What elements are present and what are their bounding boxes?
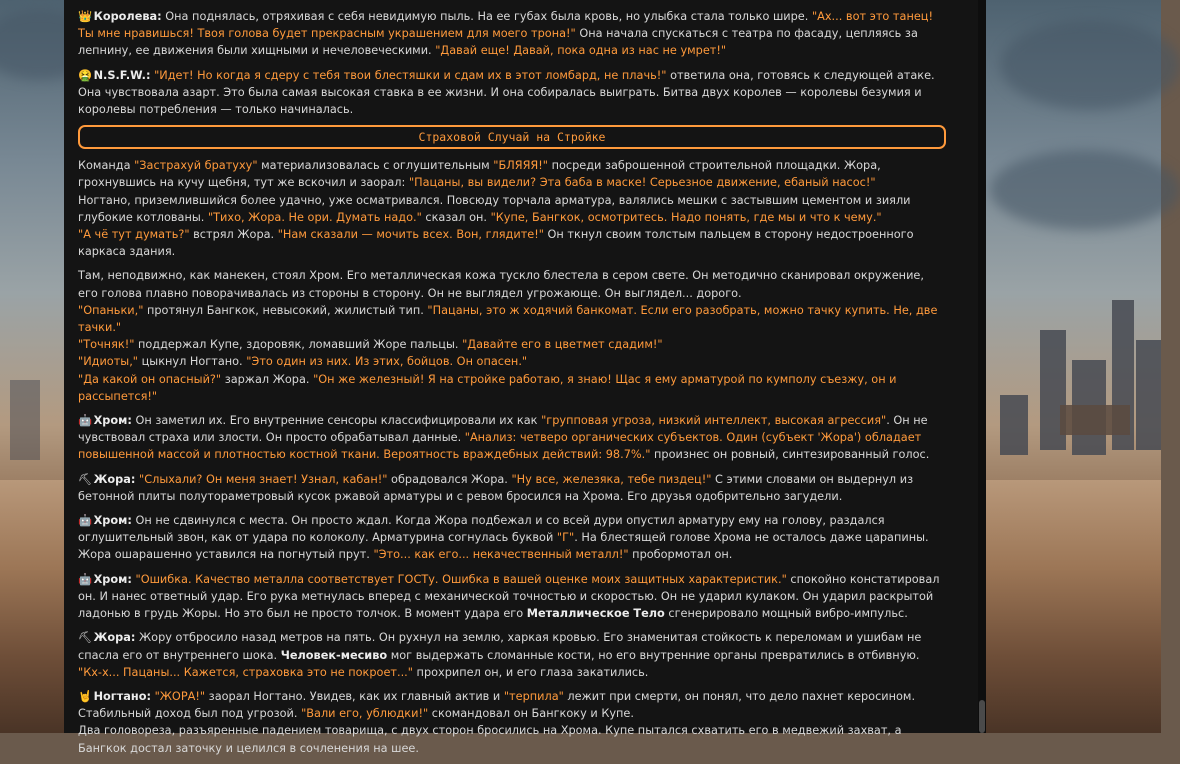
narration-text: ответила она, готовясь к следующей атаке. Она чувствовала азарт. Это была самая высокая ставка в ее жизни. И она собиралась выиграть. Битва двух королев — королевы безумия и королевы потребления — только начиналась. — [78, 68, 935, 117]
narration-text: сгенерировало мощный вибро-импульс. — [664, 607, 908, 621]
character-emoji-icon: 🤘 — [78, 689, 93, 703]
dialogue-quote: "Это... как его... некачественный металл!" — [373, 548, 629, 562]
dialogue-quote: "Да какой он опасный?" — [78, 372, 222, 386]
speaker-name: Ногтано: — [93, 689, 151, 703]
chat-message — [78, 471, 946, 505]
cloud — [1000, 20, 1180, 110]
narration-text: мог выдержать сломанные кости, но его внутренние органы превратились в отбивную. — [387, 648, 920, 662]
dialogue-quote: "А чё тут думать?" — [78, 228, 190, 242]
speaker-name: Жора: — [93, 472, 136, 486]
scrollbar[interactable] — [978, 0, 986, 733]
speaker-name: Хром: — [93, 514, 132, 528]
chat-message — [78, 157, 946, 260]
character-emoji-icon: ⛏ — [78, 472, 93, 486]
dialogue-quote: "Пацаны, вы видели? Эта баба в маске! Серьезное движение, ебаный насос!" — [408, 176, 876, 190]
dialogue-quote: "ЖОРА!" — [154, 689, 206, 703]
narration-text: Ногтано, приземлившийся более удачно, уже осматривался. Повсюду торчала арматура, валялись мешки с застывшим цементом и зияли глубокие котлованы. — [78, 193, 911, 224]
speaker-name: Хром: — [93, 414, 132, 428]
narration-text: скомандовал он Бангкоку и Купе. — [428, 707, 634, 721]
dialogue-quote: "Вали его, ублюдки!" — [301, 707, 429, 721]
dialogue-quote: "Давай еще! Давай, пока одна из нас не умрет!" — [435, 44, 727, 58]
dialogue-quote: "БЛЯЯЯ!" — [493, 159, 548, 173]
narration-text: лежит при смерти, он понял, что дело пахнет керосином. Стабильный доход был под угрозой. — [78, 689, 916, 721]
speaker-name: N.S.F.W.: — [93, 68, 151, 82]
narration-text: Она поднялась, отряхивая с себя невидимую пыль. На ее губах была кровь, но улыбка стала только шире. — [161, 10, 812, 23]
narration-text: произнес он ровный, синтезированный голос. — [650, 448, 930, 462]
dialogue-quote: "Идет! Но когда я сдеру с тебя твои блестяшки и сдам их в этот ломбард, не плачь!" — [154, 68, 667, 82]
chat-message — [78, 629, 946, 681]
narration-text: Он заметил их. Его внутренние сенсоры классифицировали их как — [131, 414, 542, 428]
narration-text: заорал Ногтано. Увидев, как их главный актив и — [205, 689, 504, 703]
character-emoji-icon: ⛏ — [78, 631, 93, 645]
dialogue-quote: "Ну все, железяка, тебе пиздец!" — [511, 472, 712, 486]
ruined-tower — [10, 380, 40, 460]
narration-text: материализовалась с оглушительным — [257, 159, 494, 173]
speaker-name: Жора: — [93, 631, 136, 645]
character-emoji-icon: 🤮 — [78, 68, 93, 82]
wreckage — [1060, 405, 1130, 435]
narration-text: сказал он. — [421, 210, 491, 224]
speaker-name: Хром: — [93, 572, 132, 586]
narration-text: С этими словами он выдернул из бетонной плиты полутораметровый кусок ржавой арматуры и с ревом бросился на Хрома. Его друзья одобрительно загудели. — [78, 472, 914, 503]
speaker-name: Человек-месиво — [280, 648, 388, 662]
chat-message — [78, 688, 946, 757]
narration-text: Там, неподвижно, как манекен, стоял Хром. Его металлическая кожа тускло блестела в сером свете. Он методично сканировал окружение, его голова плавно поворачивалась из стороны в сторону. Он не выглядел угрожающе. Он выглядел... дорого. — [78, 269, 924, 300]
character-emoji-icon: 👑 — [78, 10, 93, 23]
chat-message — [78, 8, 946, 60]
narration-text: Он не сдвинулся с места. Он просто ждал. Когда Жора подбежал и со всей дури опустил арматуру ему на голову, раздался оглушительный звон, как от удара по колоколу. Арматурина согнулась буквой — [78, 514, 885, 545]
dialogue-quote: "Тихо, Жора. Не ори. Думать надо." — [207, 210, 422, 224]
cloud — [990, 150, 1180, 230]
dialogue-quote: "Застрахуй братуху" — [134, 159, 258, 173]
dialogue-quote: "Г" — [556, 531, 575, 545]
dialogue-quote: "Анализ: четверо органических субъектов. Один (субъект 'Жора') обладает повышенной массой и плотностью костной ткани. Вероятность враждебных действий: 98.7%." — [78, 431, 922, 462]
narration-text: Она начала спускаться с театра по фасаду, цепляясь за лепнину, ее движения были хищными и нечеловеческими. — [78, 27, 918, 58]
narration-text: . Он не чувствовал страха или злости. Он просто обрабатывал данные. — [78, 414, 928, 445]
speaker-name: Королева: — [93, 10, 162, 23]
character-emoji-icon: 🤖 — [78, 572, 93, 586]
dialogue-quote: "Ошибка. Качество металла соответствует ГОСТу. Ошибка в вашей оценке моих защитных характеристик." — [135, 572, 787, 586]
narration-text: обрадовался Жора. — [387, 472, 512, 486]
narration-text: спокойно констатировал он. И нанес ответный удар. Его рука метнулась вперед с механической точностью и скоростью. Он не ударил кулаком. Он ударил раскрытой ладонью в грудь Жоры. Но это был не просто толчок. В момент удара его — [78, 572, 940, 621]
dialogue-quote: "групповая угроза, низкий интеллект, высокая агрессия" — [541, 414, 887, 428]
narration-text: Команда — [78, 159, 135, 173]
chat-panel — [64, 0, 978, 755]
chat-message — [78, 571, 946, 623]
speaker-name: Металлическое Тело — [526, 607, 665, 621]
dialogue-quote: "Точняк!" — [78, 338, 135, 352]
narration-text: Жору отбросило назад метров на пять. Он рухнул на землю, харкая кровью. Его знаменитая стойкость к переломам и ушибам не спасла его от внутреннего шока. — [78, 631, 922, 662]
chat-log — [78, 8, 946, 764]
narration-text: поддержал Купе, здоровяк, ломавший Жоре пальцы. — [134, 338, 463, 352]
dialogue-quote: "Идиоты," — [78, 355, 138, 369]
chat-message — [78, 267, 946, 405]
narration-text: встрял Жора. — [189, 228, 278, 242]
narration-text: Он ткнул своим толстым пальцем в сторону недостроенного каркаса здания. — [78, 228, 914, 259]
character-emoji-icon: 🤖 — [78, 514, 93, 528]
narration-text: протянул Бангкок, невысокий, жилистый тип. — [143, 303, 428, 317]
dialogue-quote: "терпила" — [503, 689, 564, 703]
narration-text: заржал Жора. — [221, 372, 314, 386]
scene-title: Страховой Случай на Стройке — [78, 125, 946, 149]
dialogue-quote: "Слыхали? Он меня знает! Узнал, кабан!" — [139, 472, 388, 486]
dialogue-quote: "Это один из них. Из этих, бойцов. Он опасен." — [246, 355, 528, 369]
narration-text: посреди заброшенной строительной площадки. Жора, грохнувшись на кучу щебня, тут же вскочил и заорал: — [78, 159, 881, 190]
ruined-tower — [1136, 340, 1161, 450]
dialogue-quote: "Опаньки," — [78, 303, 144, 317]
dialogue-quote: "Пацаны, это ж ходячий банкомат. Если его разобрать, можно тачку купить. Не, две тачки." — [78, 303, 938, 335]
narration-text: пробормотал он. — [628, 548, 733, 562]
dialogue-quote: "Ах... вот это танец! Ты мне нравишься! Твоя голова будет прекрасным украшением для моего трона!" — [78, 10, 933, 41]
narration-text: . На блестящей голове Хрома не осталось даже царапины. Жора ошарашенно уставился на погнутый прут. — [78, 531, 929, 562]
narration-text: Два головореза, разъяренные падением товарища, с двух сторон бросились на Хрома. Купе пытался схватить его в медвежий захват, а Бангкок достал заточку и целился в сочленения на шее. — [78, 724, 902, 755]
dialogue-quote: "Давайте его в цветмет сдадим!" — [462, 338, 663, 352]
narration-text: цыкнул Ногтано. — [138, 355, 247, 369]
dialogue-quote: "Купе, Бангкок, осмотритесь. Надо понять, где мы и что к чему." — [490, 210, 882, 224]
dialogue-quote: "Нам сказали — мочить всех. Вон, глядите!" — [277, 228, 544, 242]
character-emoji-icon: 🤖 — [78, 414, 93, 428]
chat-message — [78, 67, 946, 119]
chat-message — [78, 512, 946, 564]
ruined-tower — [1000, 395, 1028, 455]
narration-text: прохрипел он, и его глаза закатились. — [412, 665, 649, 679]
dialogue-quote: "Кх-х... Пацаны... Кажется, страховка это не покроет..." — [78, 665, 413, 679]
scrollbar-thumb[interactable] — [979, 700, 985, 733]
chat-message — [78, 412, 946, 464]
dialogue-quote: "Он же железный! Я на стройке работаю, я знаю! Щас я ему арматурой по кумполу съезжу, он и рассыпется!" — [78, 372, 897, 403]
